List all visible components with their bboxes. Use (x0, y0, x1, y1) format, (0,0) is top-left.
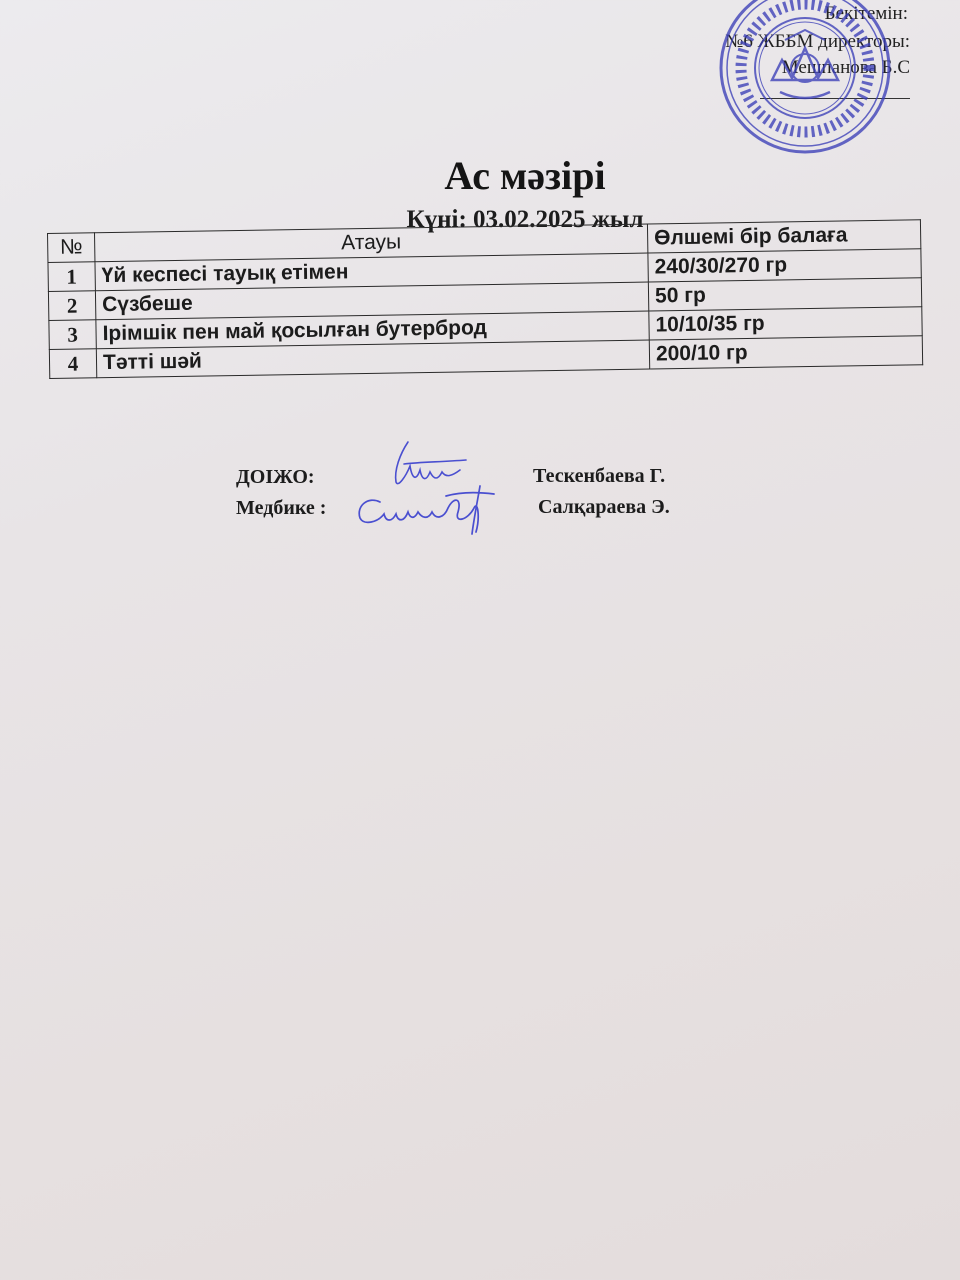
signer-role-nurse: Медбике : (236, 497, 327, 519)
document-title: Ас мәзірі (444, 153, 606, 198)
signer-name-nurse: Салқараева Э. (538, 496, 670, 518)
approval-position: №6 ЖББМ директоры: (725, 31, 910, 52)
seal-stamp (710, 0, 910, 165)
signer-name-deputy: Тескенбаева Г. (533, 465, 666, 487)
row-number: 3 (49, 320, 96, 350)
row-dish: Ірімшік пен май қосылған бутерброд (96, 311, 649, 349)
approval-heading: Бекітемін: (824, 3, 908, 24)
row-dish: Сүзбеше (95, 282, 648, 320)
row-dish: Тәтті шәй (96, 340, 649, 378)
approval-name: Мешпанова Б.С (781, 57, 910, 78)
document-date: Күні: 03.02.2025 жыл (406, 206, 644, 233)
row-dish: Үй кеспесі тауық етімен (95, 253, 648, 291)
signature-nurse (350, 478, 520, 538)
header-portion: Өлшемі бір балаға (647, 220, 920, 253)
menu-table (47, 219, 923, 379)
row-portion: 50 гр (648, 278, 921, 311)
row-portion: 10/10/35 гр (649, 307, 922, 340)
header-number: № (48, 233, 95, 263)
row-portion: 240/30/270 гр (648, 249, 921, 282)
row-number: 1 (48, 262, 95, 292)
row-number: 2 (48, 291, 95, 321)
header-name: Атауы (95, 224, 648, 262)
signer-role-deputy: ДОІЖО: (236, 466, 315, 488)
row-portion: 200/10 гр (649, 336, 922, 369)
row-number: 4 (49, 349, 96, 379)
